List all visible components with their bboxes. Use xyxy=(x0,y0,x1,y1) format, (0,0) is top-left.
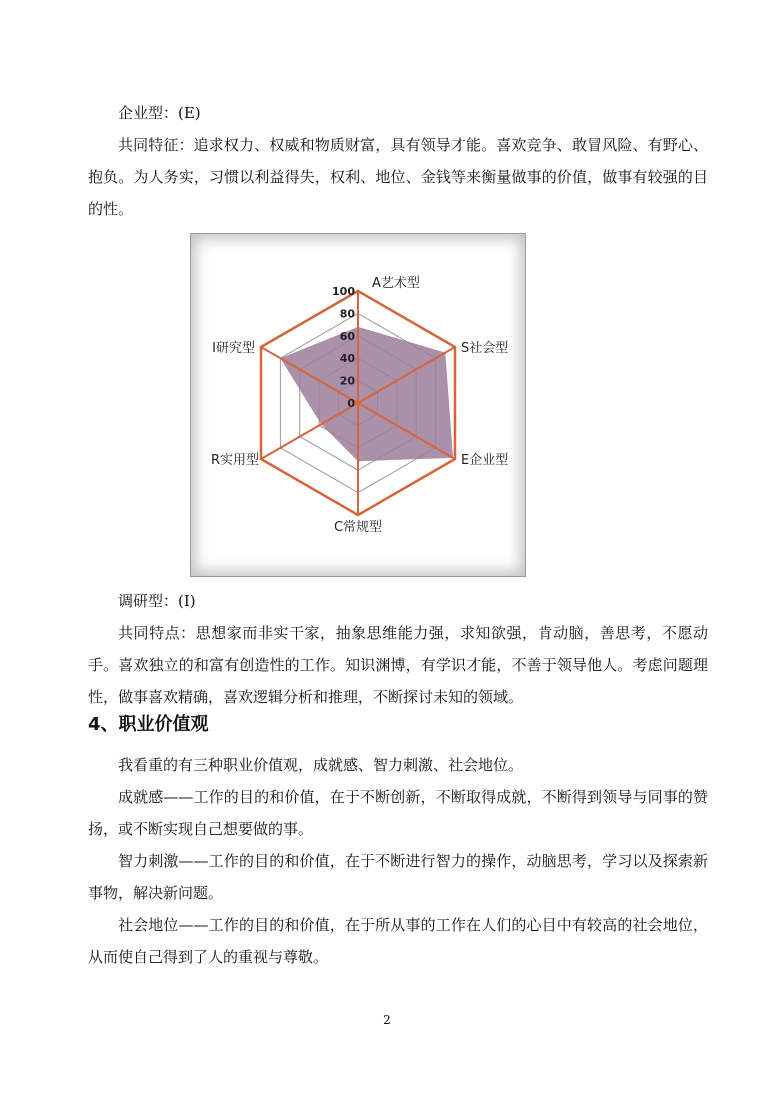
radar-axis-label: R实用型 xyxy=(210,453,260,468)
section-label-investigative: 调研型：(I) xyxy=(118,592,196,610)
paragraph-intellectual-stimulation: 智力刺激——工作的目的和价值，在于不断进行智力的操作，动脑思考，学习以及探索新事物，解决新问题。 xyxy=(88,852,708,902)
radar-axis-label: C常规型 xyxy=(333,520,383,535)
radar-axis-label: A艺术型 xyxy=(372,276,420,291)
page-number: 2 xyxy=(383,1013,391,1027)
radar-tick-label: 80 xyxy=(339,307,355,321)
radar-axis-label: S社会型 xyxy=(460,341,509,356)
section-heading-career-values: 4、职业价值观 xyxy=(88,714,209,735)
paragraph-investigative-traits: 共同特点：思想家而非实干家，抽象思维能力强，求知欲强，肯动脑，善思考，不愿动手。喜欢独立的和富有创造性的工作。知识渊博，有学识才能，不善于领导他人。考虑问题理性，做事喜欢精确，喜欢逻辑分析和推理，不断探讨未知的领域。 xyxy=(88,624,708,706)
radar-tick-label: 100 xyxy=(332,285,355,298)
radar-axis-label: I研究型 xyxy=(212,341,256,356)
radar-tick-label: 20 xyxy=(339,374,355,388)
radar-tick-label: 0 xyxy=(347,397,355,410)
paragraph-social-status: 社会地位——工作的目的和价值，在于所从事的工作在人们的心目中有较高的社会地位，从而使自己得到了人的重视与尊敬。 xyxy=(88,916,708,966)
radar-tick-label: 40 xyxy=(339,352,355,366)
radar-data-area xyxy=(280,327,453,461)
paragraph-values-intro: 我看重的有三种职业价值观，成就感、智力刺激、社会地位。 xyxy=(118,756,524,774)
radar-chart xyxy=(190,233,526,577)
radar-axis-label: E企业型 xyxy=(460,453,509,468)
radar-chart-svg xyxy=(190,233,526,577)
paragraph-achievement: 成就感——工作的目的和价值，在于不断创新，不断取得成就，不断得到领导与同事的赞扬，或不断实现自己想要做的事。 xyxy=(88,788,708,838)
radar-tick-label: 60 xyxy=(339,329,355,343)
section-label-enterprising: 企业型：(E) xyxy=(118,104,201,122)
paragraph-enterprising-traits: 共同特征：追求权力、权威和物质财富，具有领导才能。喜欢竞争、敢冒风险、有野心、抱负。为人务实，习惯以利益得失，权利、地位、金钱等来衡量做事的价值，做事有较强的目的性。 xyxy=(88,136,708,218)
